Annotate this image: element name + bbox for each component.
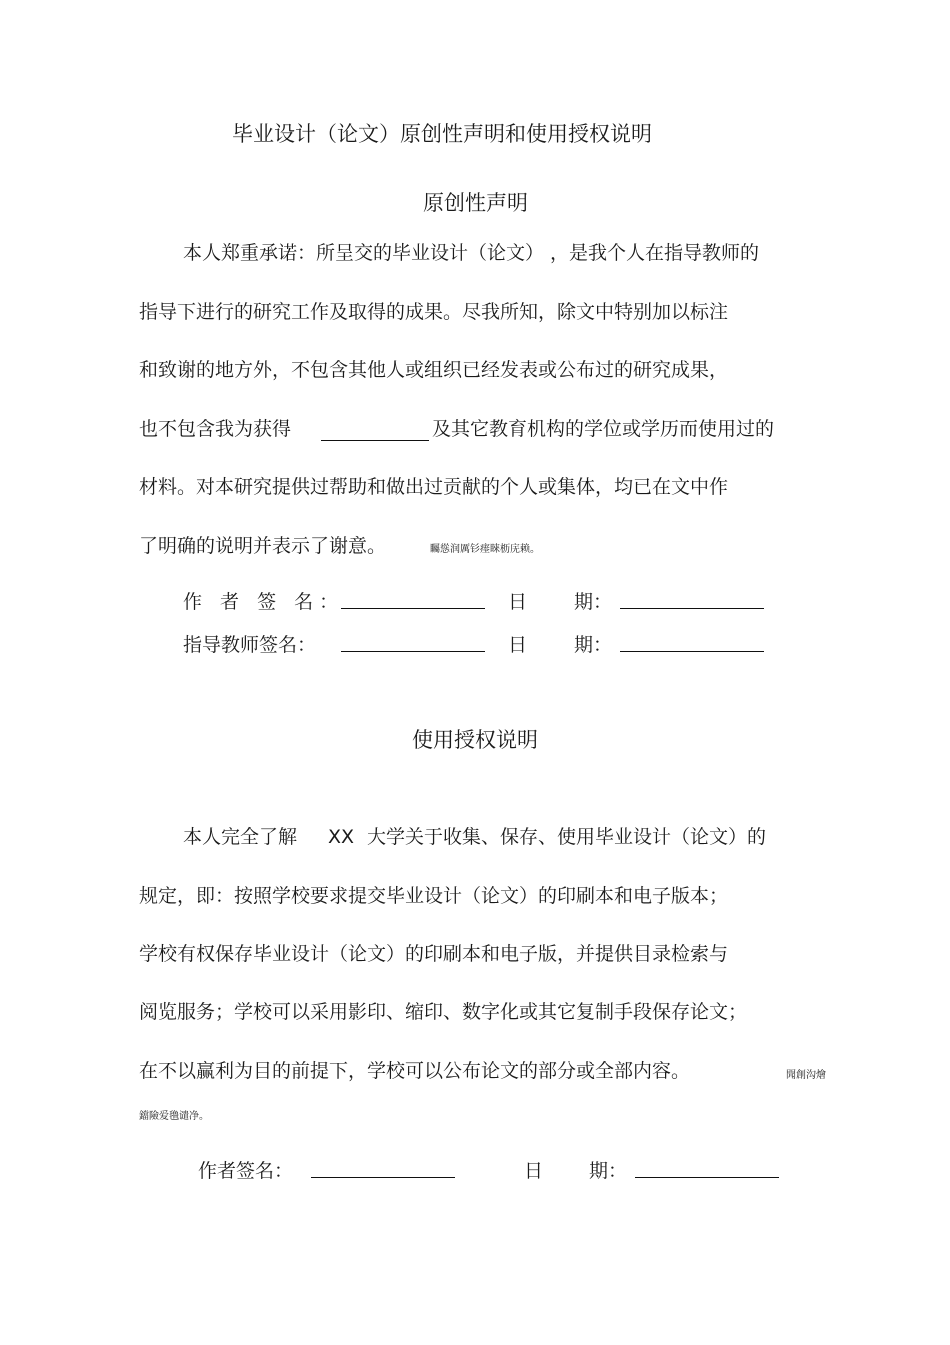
authorization-line-4: 阅览服务；学校可以采用影印、缩印、数字化或其它复制手段保存论文； (139, 1001, 748, 1023)
originality-line-1: 本人郑重承诺：所呈交的毕业设计（论文） ，是我个人在指导教师的 (183, 242, 760, 264)
final-author-signature-label: 作者签名： (198, 1160, 294, 1182)
date-label-1: 期： (574, 591, 613, 613)
garbled-text-1: 矚慫润厲钐瘗睞枥庑赖。 (430, 544, 540, 555)
garbled-text-2: 聞創沟燴 (786, 1070, 826, 1081)
date-day-label-1: 日 (508, 591, 528, 613)
originality-line-5: 材料。对本研究提供过帮助和做出过贡献的个人或集体，均已在文中作 (139, 476, 729, 498)
authorization-line-5: 在不以赢利为目的前提下，学校可以公布论文的部分或全部内容。 (139, 1060, 691, 1082)
originality-line-4a: 也不包含我为获得 (139, 418, 292, 440)
author-signature-line (341, 587, 485, 609)
degree-blank-line (321, 418, 429, 441)
final-author-signature-line (311, 1156, 455, 1178)
advisor-signature-line (341, 630, 485, 652)
originality-line-4b: 及其它教育机构的学位或学历而使用过的 (432, 418, 775, 440)
date-day-label-2: 日 (508, 634, 528, 656)
originality-line-3: 和致谢的地方外，不包含其他人或组织已经发表或公布过的研究成果， (139, 359, 729, 381)
date-line-2 (620, 630, 764, 652)
final-date-line (635, 1156, 779, 1178)
originality-heading: 原创性声明 (423, 191, 528, 215)
authorization-heading: 使用授权说明 (412, 728, 538, 752)
final-date-label: 期： (589, 1160, 628, 1182)
garbled-text-3: 鐺險爱氇谴净。 (139, 1111, 209, 1122)
originality-line-6: 了明确的说明并表示了谢意。 (139, 535, 387, 557)
authorization-line-3: 学校有权保存毕业设计（论文）的印刷本和电子版，并提供目录检索与 (139, 943, 729, 965)
document-title: 毕业设计（论文）原创性声明和使用授权说明 (232, 122, 652, 146)
university-name: XX (328, 826, 355, 848)
author-signature-label: 作 者 签 名： (183, 591, 345, 613)
advisor-signature-label: 指导教师签名： (183, 634, 317, 656)
final-date-day-label: 日 (524, 1160, 544, 1182)
originality-line-2: 指导下进行的研究工作及取得的成果。尽我所知，除文中特别加以标注 (139, 301, 729, 323)
authorization-line-2: 规定，即：按照学校要求提交毕业设计（论文）的印刷本和电子版本； (139, 885, 729, 907)
authorization-line-1b: 大学关于收集、保存、使用毕业设计（论文）的 (367, 826, 767, 848)
date-line-1 (620, 587, 764, 609)
authorization-line-1a: 本人完全了解 (183, 826, 298, 848)
date-label-2: 期： (574, 634, 613, 656)
